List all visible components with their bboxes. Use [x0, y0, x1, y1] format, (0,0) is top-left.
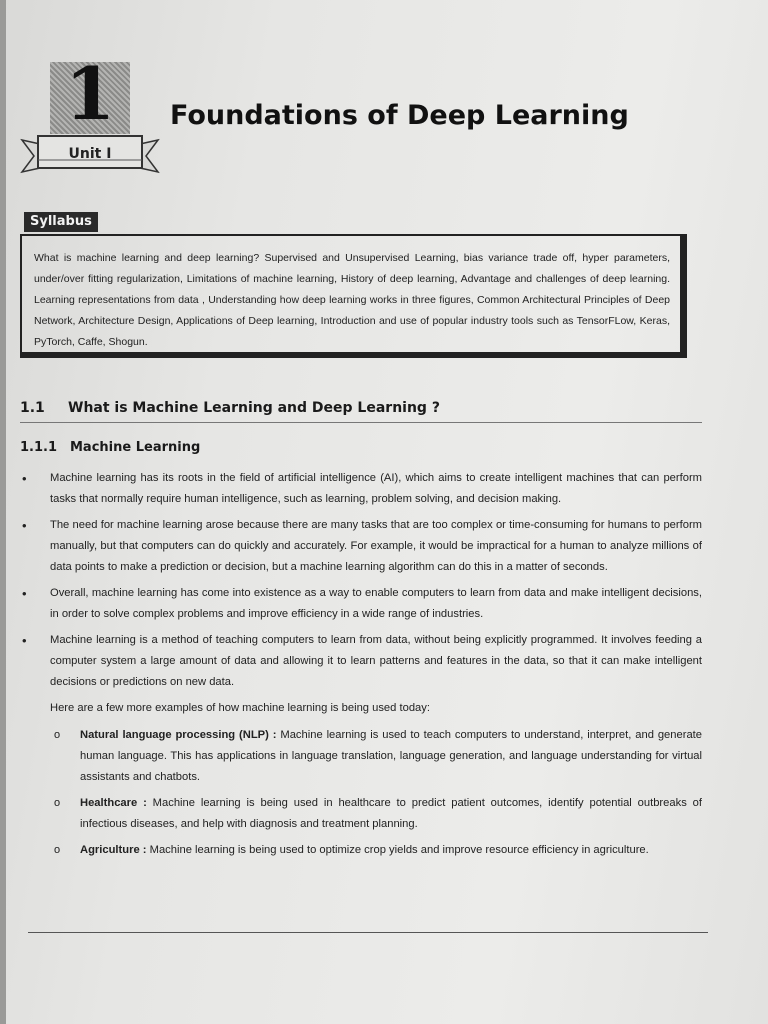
- examples-intro: Here are a few more examples of how machine learning is being used today:: [50, 702, 430, 714]
- bullet-dot-icon: •: [22, 518, 27, 533]
- circle-bullet-icon: o: [54, 729, 61, 741]
- bullet-item: [20, 468, 702, 510]
- subsection-title: Machine Learning: [70, 440, 201, 455]
- example-text: Machine learning is used to teach computers to understand, interpret, and generate human language. This has applications in language translation, language generation, and language understanding for virtual assistants and chatbots.: [80, 729, 702, 783]
- section-number: 1.1: [20, 400, 45, 416]
- example-term: Agriculture :: [80, 844, 147, 856]
- subsection-heading: [20, 440, 200, 455]
- footer-rule: [28, 932, 708, 933]
- bullet-item: [20, 630, 702, 693]
- example-term: Natural language processing (NLP) :: [80, 729, 277, 741]
- syllabus-tag: Syllabus: [24, 212, 98, 232]
- bullet-dot-icon: •: [22, 471, 27, 486]
- bullet-item: [20, 583, 702, 625]
- bullet-dot-icon: •: [22, 586, 27, 601]
- bullet-dot-icon: •: [22, 633, 27, 648]
- chapter-number: 1: [64, 51, 116, 136]
- bullet-text: Machine learning is a method of teaching computers to learn from data, without being explicitly programmed. It involves feeding a computer system a large amount of data and allowing it to learn patterns and features in the data, so that it can make intelligent decisions or predictions on new data.: [50, 634, 702, 688]
- example-item: [20, 725, 702, 788]
- bullet-text: The need for machine learning arose because there are many tasks that are too complex or time-consuming for humans to perform manually, but that computers can do quickly and accurately. For example, it would be impractical for a human to analyze millions of data points to make a prediction or decision, but a machine learning algorithm can do this in a matter of seconds.: [50, 519, 702, 573]
- page-edge-shadow: [0, 0, 6, 1024]
- unit-label: Unit I: [68, 146, 112, 162]
- subsection-number: 1.1.1: [20, 440, 58, 455]
- bullet-text: Overall, machine learning has come into existence as a way to enable computers to learn from data and make intelligent decisions, in order to solve complex problems and improve efficiency in a wide range of industries.: [50, 587, 702, 620]
- example-text: Machine learning is being used to optimize crop yields and improve resource efficiency in agriculture.: [146, 844, 649, 856]
- section-title: What is Machine Learning and Deep Learning ?: [68, 400, 440, 416]
- chapter-title: Foundations of Deep Learning: [170, 100, 629, 131]
- section-heading: [20, 400, 702, 423]
- unit-badge: [20, 51, 160, 180]
- circle-bullet-icon: o: [54, 844, 61, 856]
- circle-bullet-icon: o: [54, 797, 61, 809]
- example-term: Healthcare :: [80, 797, 147, 809]
- body-content: [20, 468, 702, 866]
- bullet-text: Machine learning has its roots in the field of artificial intelligence (AI), which aims to create intelligent machines that can perform tasks that normally require human intelligence, such as learning, problem solving, and decision making.: [50, 472, 702, 505]
- syllabus-box: What is machine learning and deep learning? Supervised and Unsupervised Learning, bias variance trade off, hyper parameters, under/over fitting regularization, Limitations of machine learning, History of deep learning, Advantage and challenges of deep learning. Learning representations from data , Understanding how deep learning works in three figures, Common Architectural Principles of Deep Network, Architecture Design, Applications of Deep learning, Introduction and use of popular industry tools such as TensorFLow, Keras, PyTorch, Caffe, Shogun.: [20, 234, 687, 358]
- example-text: Machine learning is being used in healthcare to predict patient outcomes, identify potential outbreaks of infectious diseases, and help with diagnosis and treatment planning.: [80, 797, 702, 830]
- example-item: [20, 840, 702, 861]
- bullet-item: [20, 515, 702, 578]
- example-item: [20, 793, 702, 835]
